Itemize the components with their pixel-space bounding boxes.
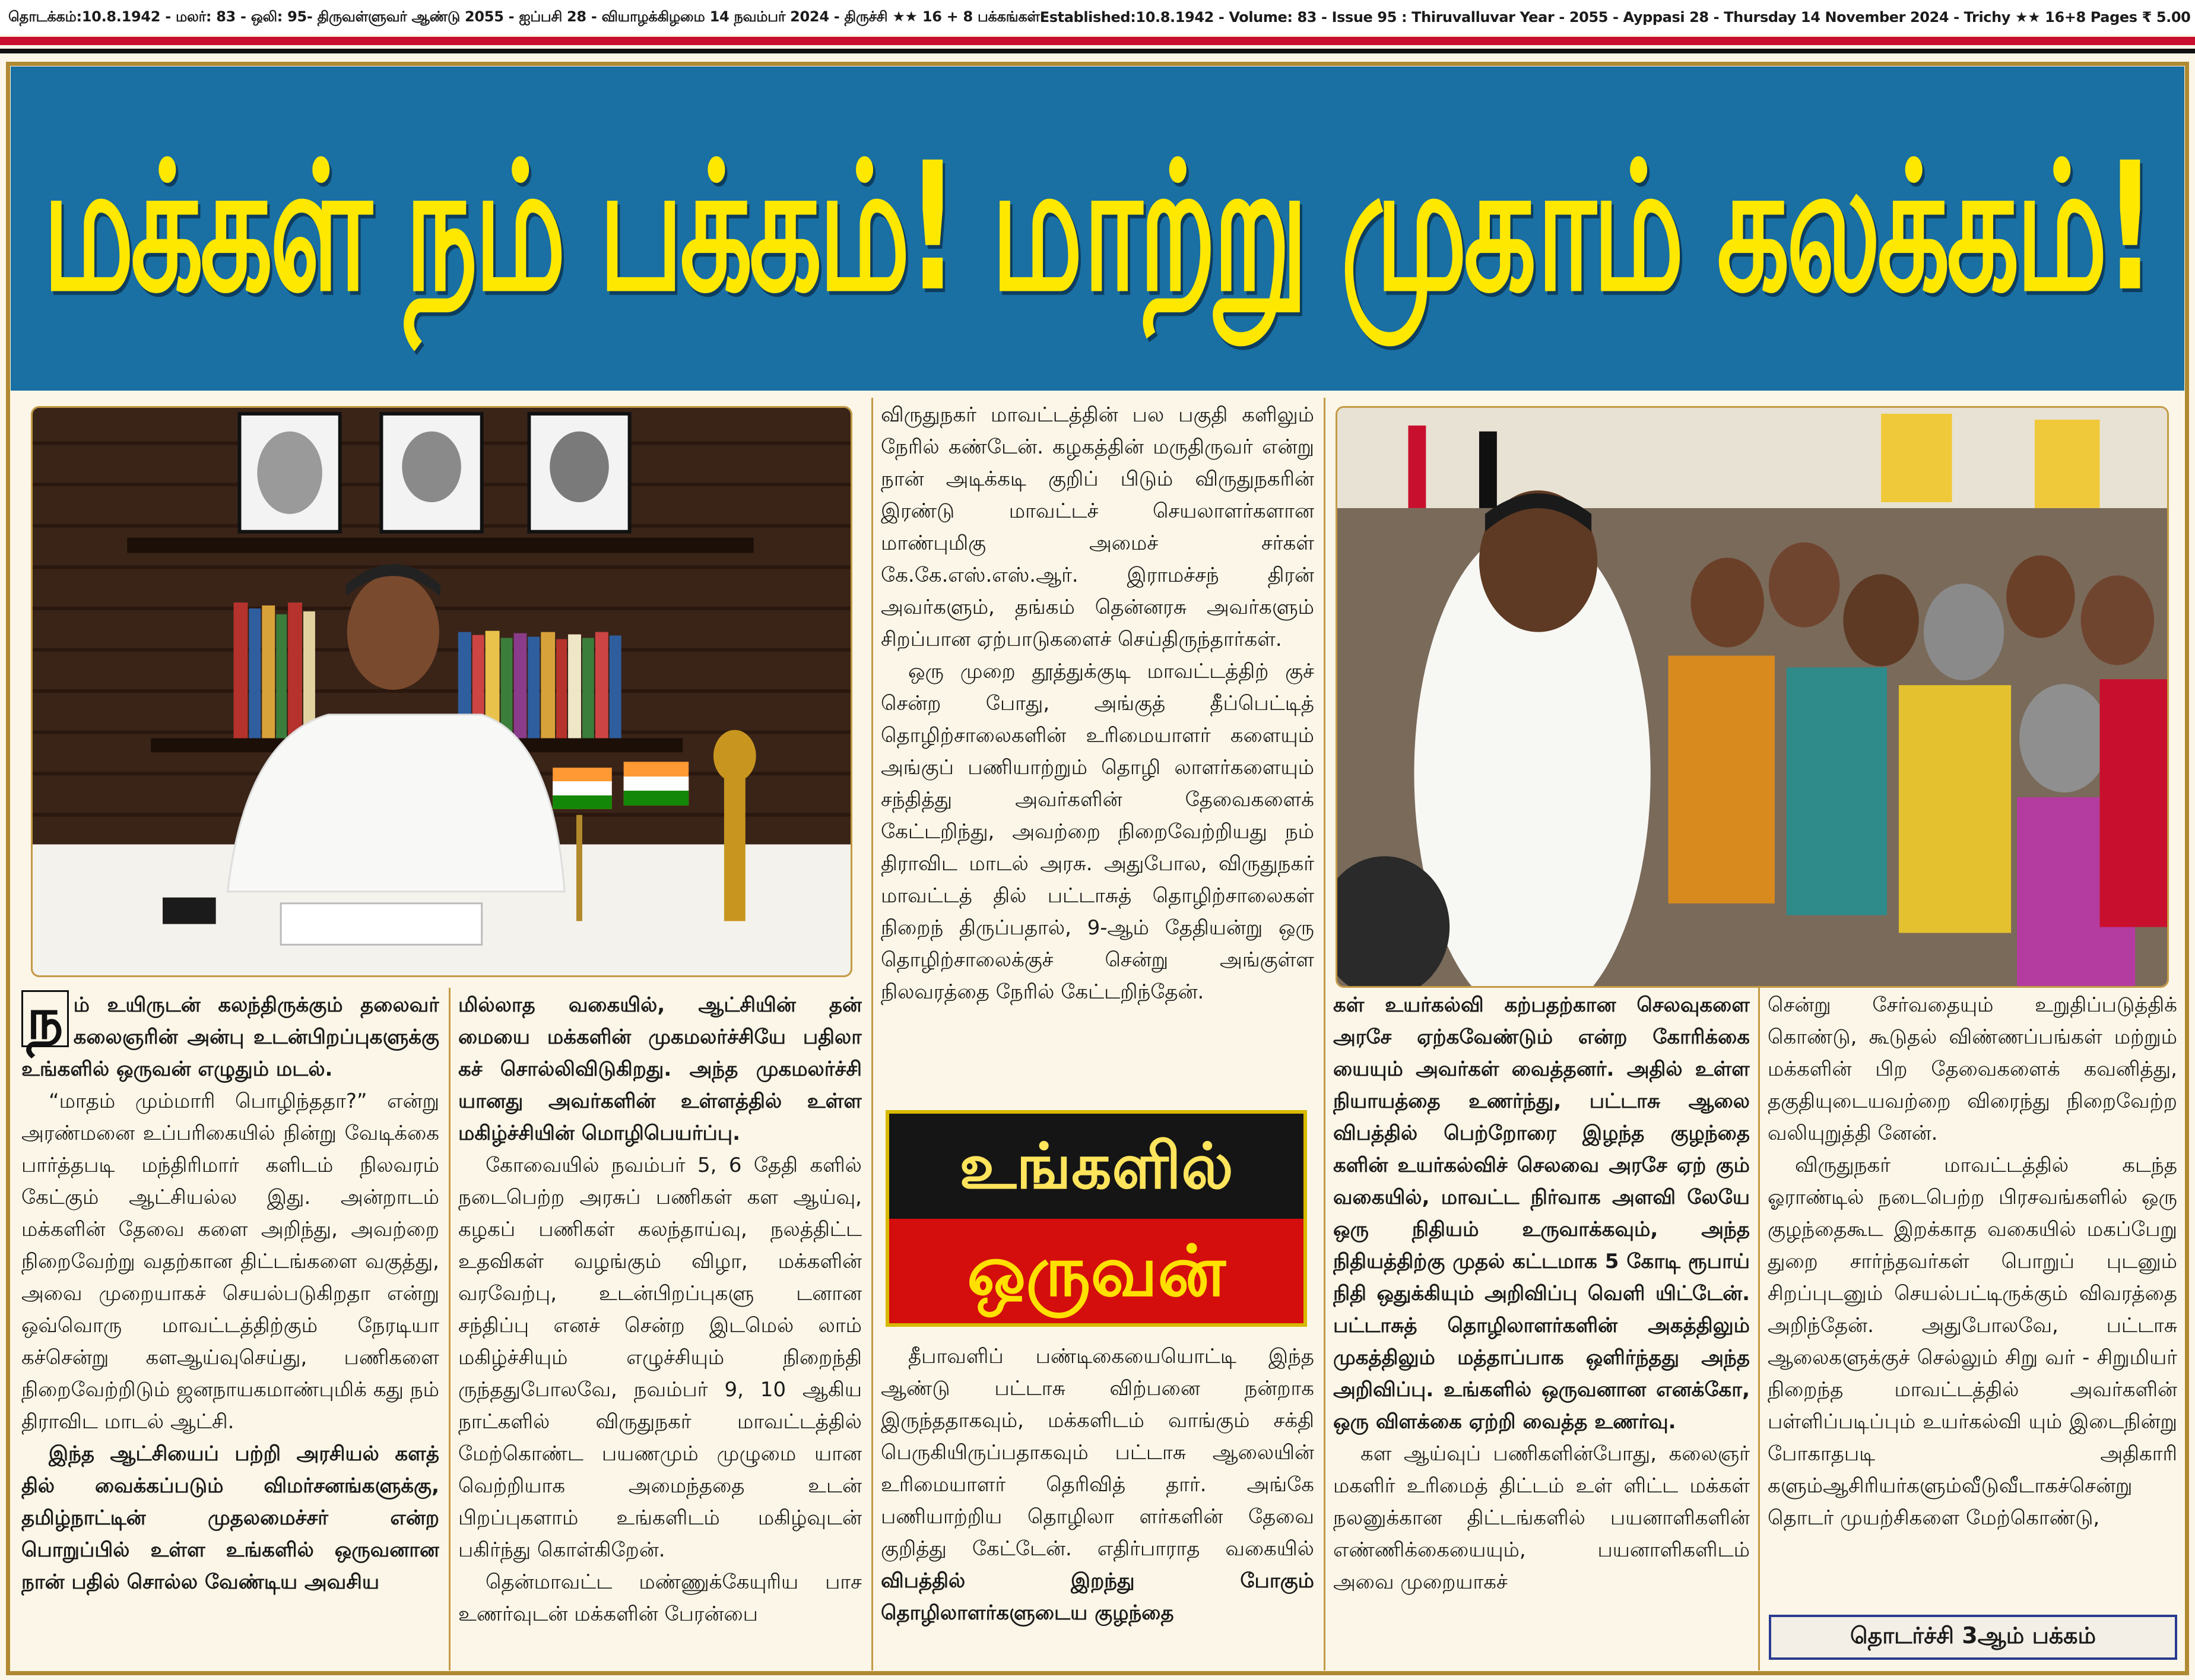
article-column-3-lower (881, 1340, 1314, 1666)
article-paragraph: கள ஆய்வுப் பணிகளின்போது, கலைஞர் மகளிர் உரிமைத் திட்டம் உள் ளிட்ட மக்கள் நலனுக்கான திட்டங்களில் பயனாளிகளின் எண்ணிக்கையையும், பயனாளிகளிடம் அவை முறையாகச் (1333, 1442, 1750, 1594)
article-column-3 (881, 399, 1314, 1099)
article-bold-run: விபத்தில் இறந்து போகும் தொழிலாளர்களுடைய குழந்தை (881, 1569, 1314, 1625)
article-paragraph: தென்மாவட்ட மண்ணுக்கேயுரிய பாச உணர்வுடன் மக்களின் பேரன்பை (458, 1570, 862, 1626)
masthead-red-rule (0, 37, 2195, 45)
article-paragraph: ஒரு முறை தூத்துக்குடி மாவட்டத்திற் குச் சென்ற போது, அங்குத் தீப்பெட்டித் தொழிற்சாலைகளின் உரிமையாளர் களையும் அங்குப் பணியாற்றும் தொழி லாளர்களையும் சந்தித்து அவர்களின் தேவைகளைக் கேட்டறிந்து, அவற்றை நிறைவேற்றியது நம் திராவிட மாடல் அரசு. அதுபோல, விருதுநகர் மாவட்டத் தில் பட்டாசுத் தொழிற்சாலைகள் நிறைந் திருப்பதால், 9-ஆம் தேதியன்று ஒரு தொழிற்சாலைக்குச் சென்று அங்குள்ள நிலவரத்தை நேரில் கேட்டறிந்தேன். (881, 660, 1314, 1004)
article-column-2 (458, 989, 862, 1666)
article-column-4 (1333, 989, 1750, 1666)
article-paragraph: கள் உயர்கல்வி கற்பதற்கான செலவுகளை அரசே ஏற்கவேண்டும் என்ற கோரிக்கை யையும் அவர்கள் வைத்தனர். அதில் உள்ள நியாயத்தை உணர்ந்து, பட்டாசு ஆலை விபத்தில் பெற்றோரை இழந்த குழந்தை களின் உயர்கல்விச் செலவை அரசே ஏற் கும் வகையில், மாவட்ட நிர்வாக அளவி லேயே ஒரு நிதியம் உருவாக்கவும், அந்த நிதியத்திற்கு முதல் கட்டமாக 5 கோடி ரூபாய் நிதி ஒதுக்கியும் அறிவிப்பு வெளி யிட்டேன். பட்டாசுத் தொழிலாளர்களின் அகத்திலும் முகத்திலும் மத்தாப்பாக ஒளிர்ந்தது அந்த அறிவிப்பு. உங்களில் ஒருவனான எனக்கோ, ஒரு விளக்கை ஏற்றி வைத்த உணர்வு. (1333, 993, 1750, 1434)
section-logo-line1: உங்களில் (959, 1129, 1233, 1203)
masthead-english-dateline: Established:10.8.1942 - Volume: 83 - Issue 95 : Thiruvalluvar Year - 2055 - Ayppasi 28 - Thursday 14 November 2024 - Trichy ★★ 16+8 Pages ₹ 5.00 (1039, 9, 2191, 26)
masthead-tamil-dateline: தொடக்கம்:10.8.1942 - மலர்: 83 - ஒலி: 95- திருவள்ளுவர் ஆண்டு 2055 - ஐப்பசி 28 - வியாழக்கிழமை 14 நவம்பர் 2024 - திருச்சி ★★ 16 + 8 பக்கங்கள் (8, 8, 1040, 25)
section-logo-line2: ஒருவன் (967, 1229, 1226, 1312)
headline: மக்கள் நம் பக்கம்! மாற்று முகாம் கலக்கம்! (42, 125, 2153, 331)
article-paragraph: கோவையில் நவம்பர் 5, 6 தேதி களில் நடைபெற்ற அரசுப் பணிகள் கள ஆய்வு, கழகப் பணிகள் கலந்தாய்வு, நலத்திட்ட உதவிகள் வழங்கும் விழா, மக்களின் வரவேற்பு, உடன்பிறப்புகளு டனான சந்திப்பு எனச் சென்ற இடமெல் லாம் மகிழ்ச்சியும் எழுச்சியும் நிறைந்தி ருந்ததுபோலவே, நவம்பர் 9, 10 ஆகிய நாட்களில் விருதுநகர் மாவட்டத்தில் மேற்கொண்ட பயணமும் முழுமை யான வெற்றியாக அமைந்ததை உடன் பிறப்புகளாம் உங்களிடம் மகிழ்வுடன் பகிர்ந்து கொள்கிறேன். (458, 1153, 862, 1562)
article-paragraph: இந்த ஆட்சியைப் பற்றி அரசியல் களத் தில் வைக்கப்படும் விமர்சனங்களுக்கு, தமிழ்நாட்டின் முதலமைச்சர் என்ற பொறுப்பில் உள்ள உங்களில் ஒருவனான நான் பதில் சொல்ல வேண்டிய அவசிய (21, 1442, 439, 1594)
continued-on-page-3: தொடர்ச்சி 3ஆம் பக்கம் (1769, 1615, 2177, 1660)
article-paragraph: விருதுநகர் மாவட்டத்தின் பல பகுதி களிலும் நேரில் கண்டேன். கழகத்தின் மருதிருவர் என்று நான் அடிக்கடி குறிப் பிடும் விருதுநகரின் இரண்டு மாவட்டச் செயலாளர்களான மாண்புமிகு அமைச் சர்கள் கே.கே.எஸ்.எஸ்.ஆர். இராமச்சந் திரன் அவர்களும், தங்கம் தென்னரசு அவர்களும் சிறப்பான ஏற்பாடுகளைச் செய்திருந்தார்கள். (881, 403, 1314, 651)
masthead-black-rule (0, 49, 2195, 53)
article-column-1 (21, 989, 439, 1666)
headline-banner (11, 66, 2184, 391)
column-rule (1758, 988, 1760, 1671)
column-rule (449, 988, 451, 1671)
crowd-photo (1336, 406, 2169, 988)
article-paragraph: மில்லாத வகையில், ஆட்சியின் தன் மையை மக்களின் முகமலர்ச்சியே பதிலா கச் சொல்லிவிடுகிறது. அந்த முகமலர்ச்சி யானது அவர்களின் உள்ளத்தில் உள்ள மகிழ்ச்சியின் மொழிபெயர்ப்பு. (458, 993, 862, 1145)
article-intro: ம் உயிருடன் கலந்திருக்கும் தலைவர் கலைஞரின் அன்பு உடன்பிறப்புகளுக்கு உங்களில் ஒருவன் எழுதும் மடல். (21, 993, 439, 1081)
column-rule (1324, 398, 1325, 1671)
article-paragraph: சென்று சேர்வதையும் உறுதிப்படுத்திக் கொண்டு, கூடுதல் விண்ணப்பங்கள் மற்றும் மக்களின் பிற தேவைகளைக் கவனித்து, தகுதியுடையவற்றை விரைந்து நிறைவேற்ற வலியுறுத்தி னேன். (1768, 993, 2177, 1145)
article-column-5 (1768, 989, 2177, 1606)
dropcap: ந (21, 990, 69, 1047)
article-paragraph: “மாதம் மும்மாரி பொழிந்ததா?” என்று அரண்மனை உப்பரிகையில் நின்று வேடிக்கை பார்த்தபடி மந்திரிமார் களிடம் நிலவரம் கேட்கும் ஆட்சியல்ல இது. அன்றாடம் மக்களின் தேவை களை அறிந்து, அவற்றை நிறைவேற்று வதற்கான திட்டங்களை வகுத்து, அவை முறையாகச் செயல்படுகிறதா என்று ஒவ்வொரு மாவட்டத்திற்கும் நேரடியா கச்சென்று களஆய்வுசெய்து, பணிகளை நிறைவேற்றிடும் ஜனநாயகமாண்புமிக் கது நம் திராவிட மாடல் ஆட்சி. (21, 1089, 439, 1434)
article-paragraph: விருதுநகர் மாவட்டத்தில் கடந்த ஓராண்டில் நடைபெற்ற பிரசவங்களில் ஒரு குழந்தைகூட இறக்காத வகையில் மகப்பேறு துறை சார்ந்தவர்கள் பொறுப் புடனும் சிறப்புடனும் செயல்பட்டிருக்கும் விவரத்தை அறிந்தேன். அதுபோலவே, பட்டாசு ஆலைகளுக்குச் செல்லும் சிறு வர் - சிறுமியர் நிறைந்த மாவட்டத்தில் அவர்களின் பள்ளிப்படிப்பும் உயர்கல்வி யும் இடைநின்று போகாதபடி அதிகாரி களும்ஆசிரியர்களும்வீடுவீடாகச்சென்று தொடர் முயற்சிகளை மேற்கொண்டு, (1768, 1153, 2177, 1530)
section-logo (886, 1110, 1307, 1327)
column-rule (871, 398, 873, 1671)
article-paragraph: தீபாவளிப் பண்டிகையையொட்டி இந்த ஆண்டு பட்டாசு விற்பனை நன்றாக இருந்ததாகவும், மக்களிடம் வாங்கும் சக்தி பெருகியிருப்பதாகவும் பட்டாசு ஆலையின் உரிமையாளர் தெரிவித் தார். அங்கே பணியாற்றிய தொழிலா ளர்களின் தேவை குறித்து கேட்டேன். எதிர்பாராத வகையில் (881, 1345, 1314, 1561)
office-photo (31, 406, 852, 977)
masthead (0, 0, 2195, 34)
